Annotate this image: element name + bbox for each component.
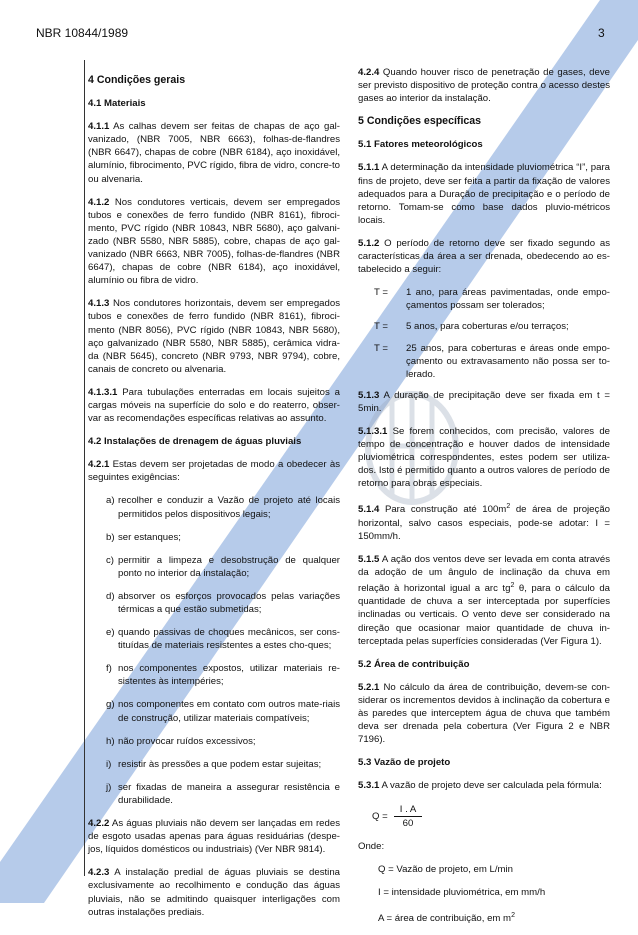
paragraph-number: 5.1.2 [358, 237, 380, 249]
list-item [106, 590, 340, 616]
formula-numerator: I . A [394, 803, 423, 817]
paragraph-4-2-4 [358, 66, 610, 105]
paragraph-number: 4.1.3.1 [88, 386, 118, 398]
paragraph-5-3-1 [358, 779, 610, 792]
paragraph-number: 4.2.4 [358, 67, 380, 78]
list-text: nos componentes em contato com outros mate-riais de construção, utilizar materiais compatíveis; [118, 699, 340, 724]
right-column [358, 66, 610, 935]
paragraph-number: 4.1.1 [88, 121, 110, 133]
return-period-label: T = [374, 287, 388, 299]
list-text: recolher e conduzir a Vazão de projeto até locais permitidos pelos dispositivos legais; [118, 495, 340, 520]
list-marker: d) [106, 590, 115, 602]
list-item [106, 554, 340, 580]
list-marker: g) [106, 699, 115, 711]
paragraph-5-2-1 [358, 681, 610, 746]
list-text: ser estanques; [118, 531, 181, 543]
paragraph-number: 5.1.5 [358, 553, 380, 565]
definition-text: A = área de contribuição, em m [378, 913, 512, 925]
return-period-item [374, 342, 610, 381]
definition-i: I = intensidade pluviométrica, em mm/h [378, 886, 546, 898]
return-period-label: T = [374, 321, 388, 333]
paragraph-4-2-1 [88, 458, 340, 484]
paragraph-text: No cálculo da área de contribuição, devem-se con-siderar os incrementos devidos à inclinação da cobertura e às paredes que interceptem água de chuva que também deva ser drenada pela cobertura (Ver Figura 2 e NBR 7196). [358, 681, 610, 746]
formula-fraction [394, 803, 423, 830]
list-item [106, 531, 340, 544]
return-period-text: 5 anos, para coberturas e/ou terraços; [406, 321, 569, 333]
paragraph-number: 5.1.4 [358, 504, 380, 516]
section-4-heading: 4 Condições gerais [88, 74, 186, 86]
left-rule [84, 60, 85, 876]
paragraph-text: O período de retorno deve ser fixado segundo as características da área a ser drenada, obedecendo ao es-tabelecido a seguir: [358, 237, 610, 276]
list-item [106, 735, 340, 748]
return-period-text: 25 anos, para coberturas e áreas onde empo-çamento ou extravasamento não possa ser to-lerado. [406, 342, 610, 380]
paragraph-4-1-1 [88, 120, 340, 185]
list-text: ser fixadas de maneira a assegurar resistência e durabilidade. [118, 781, 340, 806]
paragraph-number: 4.1.2 [88, 196, 110, 208]
paragraph-text: Quando houver risco de penetração de gases, deve ser previsto dispositivo de proteção contra o acesso destes gases ao interior da instalação. [358, 67, 610, 105]
list-marker: c) [106, 554, 114, 566]
list-marker: b) [106, 531, 115, 543]
list-text: não provocar ruídos excessivos; [118, 735, 256, 747]
paragraph-5-1-3 [358, 389, 610, 415]
paragraph-text: A duração de precipitação deve ser fixada em t = 5min. [358, 389, 610, 414]
definition-q: Q = Vazão de projeto, em L/min [378, 863, 514, 875]
paragraph-5-1-4 [358, 500, 610, 542]
flow-formula [372, 803, 610, 830]
paragraph-5-1-5 [358, 553, 610, 648]
formula-lhs: Q = [372, 810, 388, 822]
section-4-1-heading: 4.1 Materiais [88, 98, 146, 110]
list-marker: e) [106, 627, 115, 639]
return-period-label: T = [374, 342, 388, 354]
list-marker: a) [106, 495, 115, 507]
page-header [0, 0, 638, 48]
list-text: nos componentes expostos, utilizar materiais re-sistentes às intempéries; [118, 663, 340, 688]
superscript: 2 [506, 503, 511, 511]
paragraph-number: 4.2.1 [88, 459, 110, 471]
paragraph-number: 5.1.3 [358, 389, 380, 401]
paragraph-text: Se forem conhecidos, com precisão, valores de tempo de concentração e houver dados de intensidade pluviométrica correspondentes, estes podem ser utiliza-dos. Isto é permitido quanto a outros valores de período de retorno para obras especiais. [358, 425, 610, 490]
list-text: permitir a limpeza e desobstrução de qualquer ponto no interior da instalação; [118, 554, 340, 579]
list-text: resistir às pressões a que podem estar sujeitas; [118, 758, 322, 770]
return-period-item [374, 320, 610, 333]
paragraph-5-1-3-1 [358, 425, 610, 490]
paragraph-4-1-2 [88, 196, 340, 288]
superscript: 2 [510, 582, 515, 590]
list-item [106, 662, 340, 688]
section-5-3-heading: 5.3 Vazão de projeto [358, 757, 451, 769]
paragraph-text: A determinação da intensidade pluviométrica “I”, para fins de projeto, deve ser feita a partir da fixação de valores adequados para a Duração de precipitação e o período de retorno. Tomam-se como base dados pluvio-métricos locais. [358, 162, 610, 226]
formula-denominator: 60 [402, 817, 414, 829]
list-item [106, 781, 340, 807]
paragraph-4-1-3 [88, 297, 340, 376]
list-text: absorver os esforços provocados pelas variações térmicas a que estão submetidas; [118, 590, 340, 615]
paragraph-5-1-2 [358, 237, 610, 276]
paragraph-number: 4.2.3 [88, 867, 110, 879]
paragraph-number: 5.2.1 [358, 681, 380, 693]
left-column [88, 66, 340, 929]
paragraph-number: 4.1.3 [88, 298, 110, 310]
onde-label: Onde: [358, 840, 385, 852]
list-marker: f) [106, 663, 112, 675]
paragraph-text: Nos condutores horizontais, devem ser empregados tubos e conexões de ferro fundido (NBR 8161), fibroci-mento (NBR 8056), PVC rígido (NBR 10843, NBR 5680), aço galvanizado (NBR 5580, NBR 5885), cerâmica vidra-da (NBR 5645), concreto (NBR 9793, NBR 9794), cobre, canais de concreto ou alvenaria. [88, 298, 340, 375]
paragraph-5-1-1 [358, 161, 610, 226]
paragraph-number: 4.2.2 [88, 818, 110, 830]
paragraph-4-2-3 [88, 866, 340, 918]
list-item [106, 698, 340, 724]
definition-a [378, 909, 610, 925]
section-5-1-heading: 5.1 Fatores meteorológicos [358, 139, 483, 151]
list-marker: i) [106, 758, 112, 770]
section-5-heading: 5 Condições específicas [358, 115, 482, 128]
paragraph-text: As águas pluviais não devem ser lançadas em redes de esgoto usadas apenas para águas residuárias (despe-jos, líquidos domésticos ou industriais) (Ver NBR 9814). [88, 818, 340, 856]
return-period-item [374, 286, 610, 312]
paragraph-text: de área de projeção horizontal, salvo casos especiais, pode-se adotar: I = 150mm/h. [358, 504, 610, 542]
paragraph-text: Para construção até 100m [379, 504, 507, 516]
paragraph-number: 5.1.1 [358, 162, 380, 174]
superscript: 2 [511, 911, 515, 919]
section-4-2-heading: 4.2 Instalações de drenagem de águas pluviais [88, 436, 302, 448]
section-5-2-heading: 5.2 Área de contribuição [358, 658, 470, 670]
list-marker: j) [106, 781, 112, 793]
document-code: NBR 10844/1989 [36, 26, 129, 40]
paragraph-text: A ação dos ventos deve ser levada em conta através da adoção de um ângulo de inclinação da chuva em relação à horizontal igual a arc tg [358, 553, 610, 595]
paragraph-text: Nos condutores verticais, devem ser empregados tubos e conexões de ferro fundido (NBR 8161), fibroci-mento, PVC rígido (NBR 10843, NBR 5680), aço galvani-zado (NBR 5580, NBR 5885), cobre, chapas de aço gal-vanizado (NBR 6663, NBR 7005), folhas-de-flandres (NBR 6647), chapas de cobre (NBR 6184), aço inoxidável, alumínio ou fibra de vidro. [88, 196, 340, 287]
paragraph-text: A instalação predial de águas pluviais se destina exclusivamente ao recolhimento e condução das águas pluviais, não se admitindo quaisquer interligações com outras instalações prediais. [88, 867, 340, 918]
paragraph-text: A vazão de projeto deve ser calculada pela fórmula: [379, 780, 602, 792]
paragraph-4-2-2 [88, 817, 340, 856]
paragraph-number: 5.1.3.1 [358, 425, 388, 437]
paragraph-text: θ, para o cálculo da quantidade de chuva a ser interceptada por superfícies inclinadas ou verticais. O vento deve ser considerado na direção que ocasionar maior quantidade de chuva in-terceptada pelas superfícies consideradas (Ver Figura 1). [358, 583, 610, 647]
page-number: 3 [598, 26, 605, 40]
paragraph-text: Estas devem ser projetadas de modo a obedecer às seguintes exigências: [88, 459, 340, 484]
list-text: quando passivas de choques mecânicos, ser cons-tituídas de materiais resistentes a estes cho-ques; [118, 627, 340, 652]
list-item [106, 758, 340, 771]
paragraph-number: 5.3.1 [358, 780, 380, 792]
list-marker: h) [106, 735, 115, 747]
list-item [106, 494, 340, 520]
paragraph-text: As calhas devem ser feitas de chapas de aço gal-vanizado, (NBR 7005, NBR 6663), folhas-de-flandres (NBR 6647), chapas de cobre (NBR 6184), aço inoxidável, alumínio, fibrocimento, PVC rígido, fibra de vidro, concre-to ou alvenaria. [88, 121, 340, 185]
return-period-text: 1 ano, para áreas pavimentadas, onde empo-çamentos possam ser tolerados; [406, 287, 610, 312]
paragraph-text: Para tubulações enterradas em locais sujeitos a cargas móveis na superfície do solo e do reaterro, obser-var as recomendações específicas relativas ao assunto. [88, 386, 340, 425]
paragraph-4-1-3-1 [88, 386, 340, 425]
list-item [106, 626, 340, 652]
